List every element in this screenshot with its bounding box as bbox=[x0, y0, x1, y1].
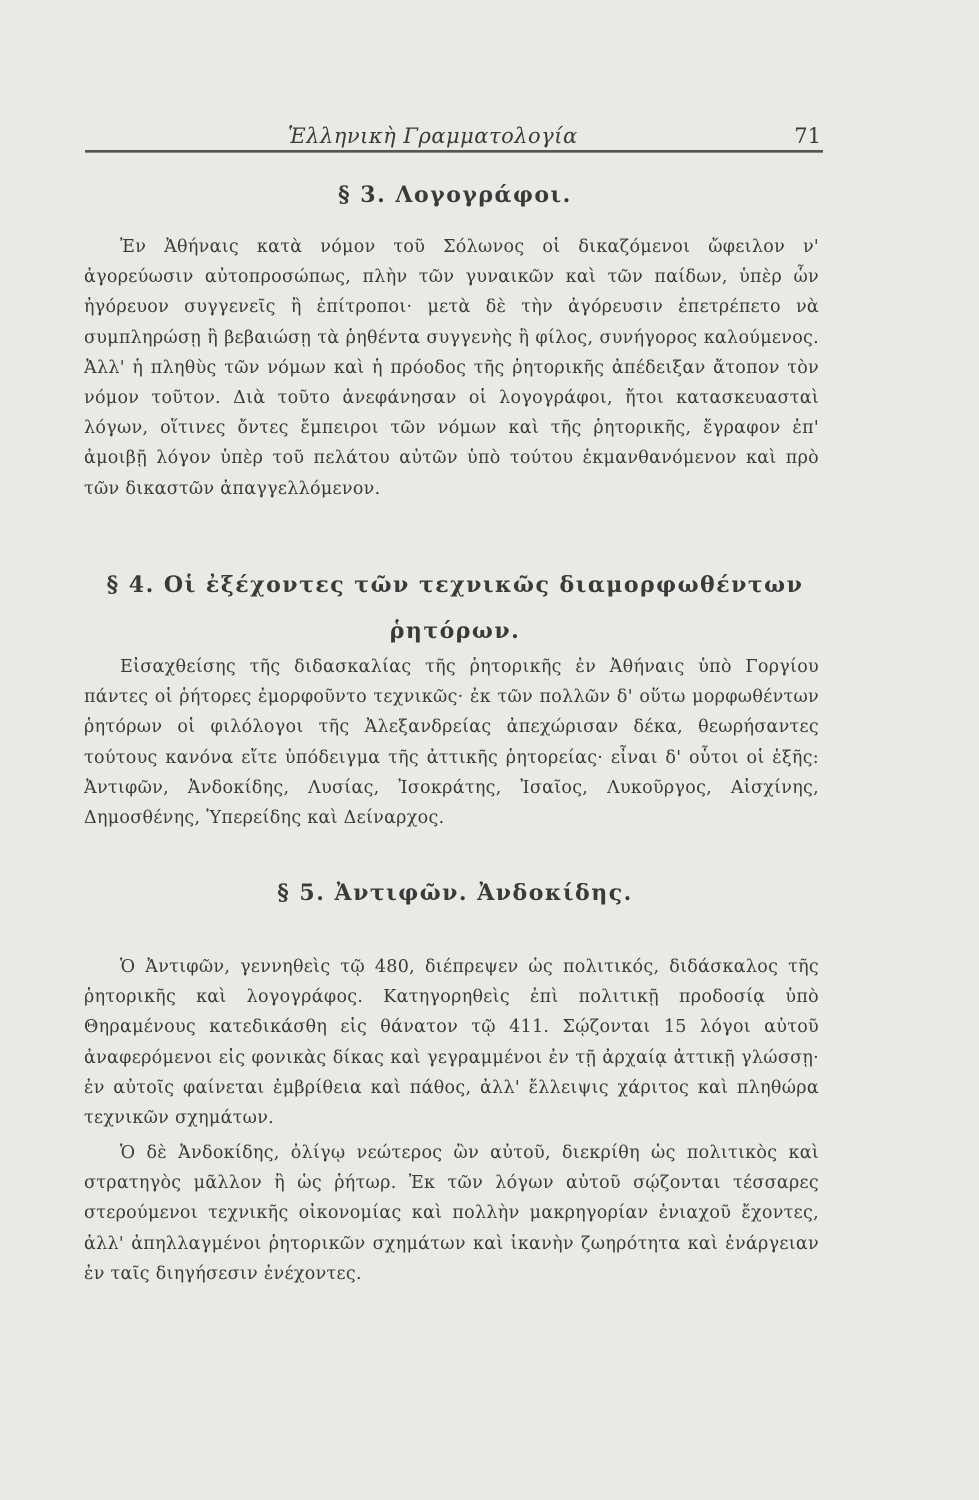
section-3-heading: § 3. Λογογράφοι. bbox=[338, 182, 572, 208]
section-4-heading-line-1: § 4. Οἱ ἐξέχοντες τῶν τεχνικῶς διαμορφωθέντων bbox=[106, 572, 804, 598]
section-4-heading-line-2: ῥητόρων. bbox=[389, 618, 521, 644]
header-rule bbox=[85, 150, 823, 153]
section-4-heading bbox=[80, 562, 830, 654]
running-title: Ἑλληνικὴ Γραμματολογία bbox=[288, 124, 578, 148]
page-header bbox=[85, 118, 823, 150]
section-3-paragraph: Ἐν Ἀθήναις κατὰ νόμον τοῦ Σόλωνος οἱ δικαζόμενοι ὤφειλον ν' ἀγορεύωσιν αὐτοπροσώπως, πλὴν τῶν γυναικῶν καὶ τῶν παίδων, ὑπὲρ ὧν ἠγόρευον συγγενεῖς ἢ ἐπίτροποι· μετὰ δὲ τὴν ἀγόρευσιν ἐπετρέπετο νὰ συμπληρώσῃ ἢ βεβαιώσῃ τὰ ῥηθέντα συγγενὴς ἢ φίλος, συνήγορος καλούμενος. Ἀλλ' ἡ πληθὺς τῶν νόμων καὶ ἡ πρόοδος τῆς ῥητορικῆς ἀπέδειξαν ἄτοπον τὸν νόμον τοῦτον. Διὰ τοῦτο ἀνεφάνησαν οἱ λογογράφοι, ἤτοι κατασκευασταὶ λόγων, οἵτινες ὄντες ἔμπειροι τῶν νόμων καὶ τῆς ῥητορικῆς, ἔγραφον ἐπ' ἀμοιβῇ λόγον ὑπὲρ τοῦ πελάτου αὐτῶν ὑπὸ τούτου ἐκμανθανόμενον καὶ πρὸ τῶν δικαστῶν ἀπαγγελλόμενον. bbox=[84, 237, 819, 499]
section-5-paragraph-andocides: Ὁ δὲ Ἀνδοκίδης, ὀλίγῳ νεώτερος ὢν αὐτοῦ, διεκρίθη ὡς πολιτικὸς καὶ στρατηγὸς μᾶλλον ἢ ὡς ῥήτωρ. Ἐκ τῶν λόγων αὐτοῦ σῴζονται τέσσαρες στερούμενοι τεχνικῆς οἰκονομίας καὶ πολλὴν μακρηγορίαν ἐνιαχοῦ ἔχοντες, ἀλλ' ἀπηλλαγμένοι ῥητορικῶν σχημάτων καὶ ἱκανὴν ζωηρότητα καὶ ἐνάργειαν ἐν ταῖς διηγήσεσιν ἐνέχοντες. bbox=[84, 1143, 819, 1284]
page-number: 71 bbox=[794, 124, 821, 148]
section-5-paragraph-antiphon: Ὁ Ἀντιφῶν, γεννηθεὶς τῷ 480, διέπρεψεν ὡς πολιτικός, διδάσκαλος τῆς ῥητορικῆς καὶ λογογράφος. Κατηγορηθεὶς ἐπὶ πολιτικῇ προδοσίᾳ ὑπὸ Θηραμένους κατεδικάσθη εἰς θάνατον τῷ 411. Σῴζονται 15 λόγοι αὐτοῦ ἀναφερόμενοι εἰς φονικὰς δίκας καὶ γεγραμμένοι ἐν τῇ ἀρχαίᾳ ἀττικῇ γλώσσῃ· ἐν αὐτοῖς φαίνεται ἐμβρίθεια καὶ πάθος, ἀλλ' ἔλλειψις χάριτος καὶ πληθώρα τεχνικῶν σχημάτων. bbox=[84, 957, 819, 1129]
section-5-heading: § 5. Ἀντιφῶν. Ἀνδοκίδης. bbox=[277, 880, 633, 906]
section-4-paragraph: Εἰσαχθείσης τῆς διδασκαλίας τῆς ῥητορικῆς ἐν Ἀθήναις ὑπὸ Γοργίου πάντες οἱ ῥήτορες ἐμορφοῦντο τεχνικῶς· ἐκ τῶν πολλῶν δ' οὕτω μορφωθέντων ῥητόρων οἱ φιλόλογοι τῆς Ἀλεξανδρείας ἀπεχώρισαν δέκα, θεωρήσαντες τούτους κανόνα εἴτε ὑπόδειγμα τῆς ἀττικῆς ῥητορείας· εἶναι δ' οὗτοι οἱ ἑξῆς: Ἀντιφῶν, Ἀνδοκίδης, Λυσίας, Ἰσοκράτης, Ἰσαῖος, Λυκοῦργος, Αἰσχίνης, Δημοσθένης, Ὑπερείδης καὶ Δείναρχος. bbox=[84, 657, 819, 829]
